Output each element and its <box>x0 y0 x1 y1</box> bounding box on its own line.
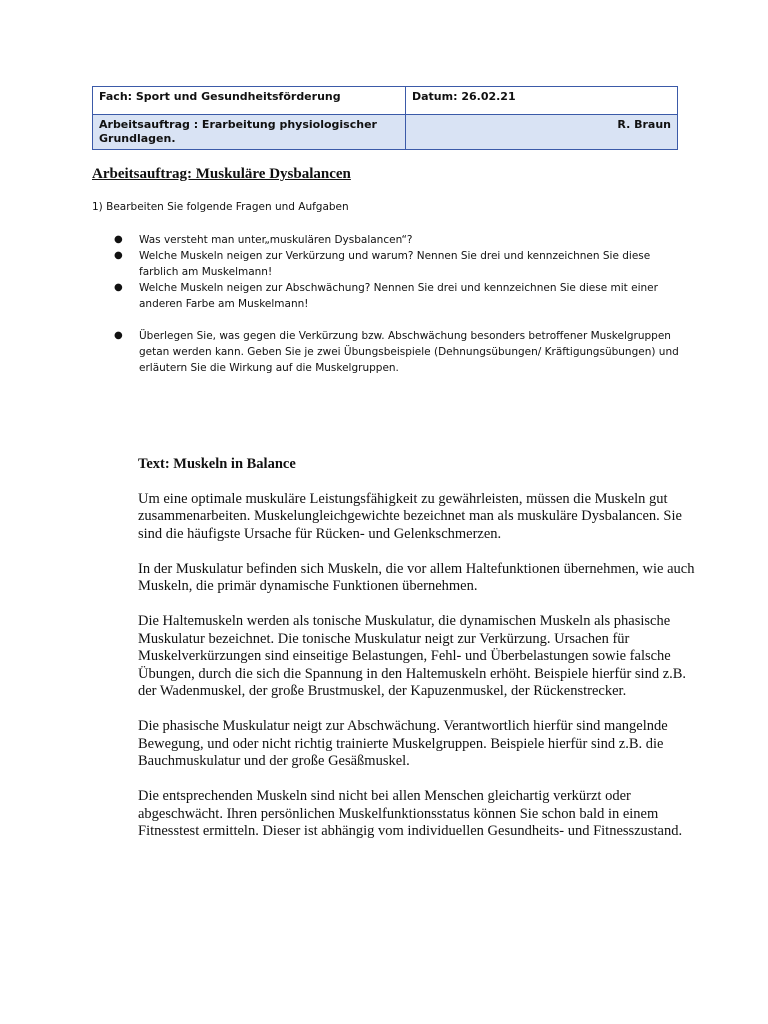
text-paragraph: In der Muskulatur befinden sich Muskeln, die vor allem Haltefunktionen übernehmen, wie auch Muskeln, die primär dynamische Funktionen übernehmen. <box>138 560 695 594</box>
assignment-line-1: Arbeitsauftrag : Erarbeitung physiologischer <box>99 118 377 131</box>
bullet-icon: ● <box>114 282 123 293</box>
bullet-icon: ● <box>114 330 123 341</box>
list-item <box>112 280 682 312</box>
bullet-icon: ● <box>114 250 123 261</box>
question-text: Was versteht man unter„muskulären Dysbalancen“? <box>139 234 413 246</box>
date-cell: Datum: 26.02.21 <box>406 87 678 115</box>
header-table <box>92 86 678 150</box>
question-text: Welche Muskeln neigen zur Abschwächung? Nennen Sie drei und kennzeichnen Sie diese mit einer anderen Farbe am Muskelmann! <box>139 282 658 310</box>
text-paragraph: Die phasische Muskulatur neigt zur Abschwächung. Verantwortlich hierfür sind mangelnde Bewegung, und oder nicht richtig trainierte Muskelgruppen. Beispiele hierfür sind z.B. die Bauchmuskulatur und der große Gesäßmuskel. <box>138 718 668 769</box>
question-text: Überlegen Sie, was gegen die Verkürzung bzw. Abschwächung besonders betroffener Muskelgruppen getan werden kann. Geben Sie je zwei Übungsbeispiele (Dehnungsübungen/ Kräftigungsübungen) und erläutern Sie die Wirkung auf die Muskelgruppen. <box>139 330 679 374</box>
question-list <box>112 232 682 376</box>
reading-text <box>138 456 698 858</box>
assignment-cell <box>93 115 406 150</box>
text-paragraph: Die Haltemuskeln werden als tonische Muskulatur, die dynamischen Muskeln als phasische Muskulatur bezeichnet. Die tonische Muskulatur neigt zur Verkürzung. Ursachen für Muskelverkürzungen sind einseitige Belastungen, Fehl- und Überbelastungen sowie falsche Übungen, durch die sich die Spannung in den Haltemuskeln erhöht. Beispiele hierfür sind z.B. der Wadenmuskel, der große Brustmuskel, der Kapuzenmuskel, der Rückenstrecker. <box>138 613 687 699</box>
list-item <box>112 232 682 248</box>
list-item <box>112 248 682 280</box>
subject-cell: Fach: Sport und Gesundheitsförderung <box>93 87 406 115</box>
bullet-icon: ● <box>114 234 123 245</box>
list-item <box>112 328 682 376</box>
assignment-line-2: Grundlagen. <box>99 132 176 145</box>
page-title: Arbeitsauftrag: Muskuläre Dysbalancen <box>92 166 351 182</box>
question-text: Welche Muskeln neigen zur Verkürzung und warum? Nennen Sie drei und kennzeichnen Sie diese farblich am Muskelmann! <box>139 250 651 278</box>
text-heading: Text: Muskeln in Balance <box>138 456 296 472</box>
author-cell: R. Braun <box>406 115 678 150</box>
task-intro: 1) Bearbeiten Sie folgende Fragen und Aufgaben <box>92 201 349 213</box>
text-paragraph: Um eine optimale muskuläre Leistungsfähigkeit zu gewährleisten, müssen die Muskeln gut zusammenarbeiten. Muskelungleichgewichte bezeichnet man als muskuläre Dysbalancen. Sie sind die häufigste Ursache für Rücken- und Gelenkschmerzen. <box>138 490 682 542</box>
text-paragraph: Die entsprechenden Muskeln sind nicht bei allen Menschen gleichartig verkürzt oder abgeschwächt. Ihren persönlichen Muskelfunktionsstatus können Sie schon bald in einem Fitnesstest ermitteln. Dieser ist abhängig vom individuellen Gesundheits- und Fitnesszustand. <box>138 788 683 839</box>
